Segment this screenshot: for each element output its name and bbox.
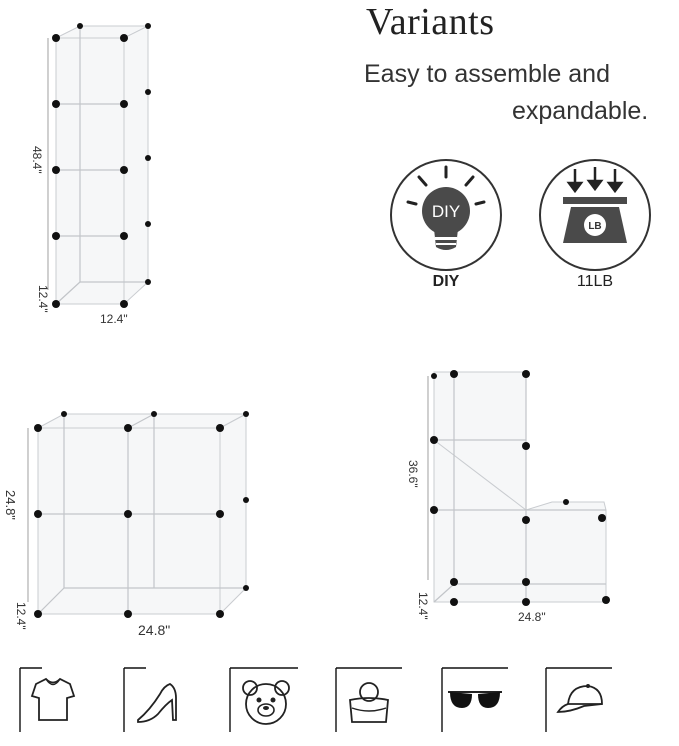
diy-feature <box>388 157 504 273</box>
step-height-label: 36.6" <box>406 460 420 488</box>
grid-height-label: 24.8" <box>3 490 18 520</box>
tower-width-label: 12.4" <box>100 312 128 326</box>
handbag-icon <box>334 664 404 734</box>
tower-height-label: 48.4" <box>30 146 44 174</box>
diy-lightbulb-icon <box>388 157 504 273</box>
tagline-line-2: expandable. <box>512 97 649 125</box>
page-title: Variants <box>366 1 495 43</box>
tagline-line-1: Easy to assemble and <box>364 60 610 88</box>
step-width-label: 24.8" <box>518 610 546 624</box>
high-heel-icon <box>122 664 192 734</box>
diy-label: DIY <box>432 273 460 290</box>
weight-badge-text: LB <box>588 221 602 232</box>
weight-scale-icon <box>537 157 653 273</box>
tshirt-icon <box>18 664 88 734</box>
grid-width-label: 24.8" <box>138 622 171 638</box>
step-variant-illustration <box>424 362 614 610</box>
teddy-bear-icon <box>228 664 303 734</box>
cap-icon <box>544 664 614 734</box>
step-depth-label: 12.4" <box>416 592 430 620</box>
grid-variant-illustration <box>20 406 260 631</box>
grid-depth-label: 12.4" <box>14 602 28 630</box>
diy-badge-text: DIY <box>431 202 461 221</box>
weight-label: 11LB <box>576 273 614 290</box>
sunglasses-icon <box>440 664 510 734</box>
weight-feature <box>537 157 653 273</box>
tower-depth-label: 12.4" <box>36 285 50 313</box>
tower-variant-illustration <box>40 20 160 310</box>
